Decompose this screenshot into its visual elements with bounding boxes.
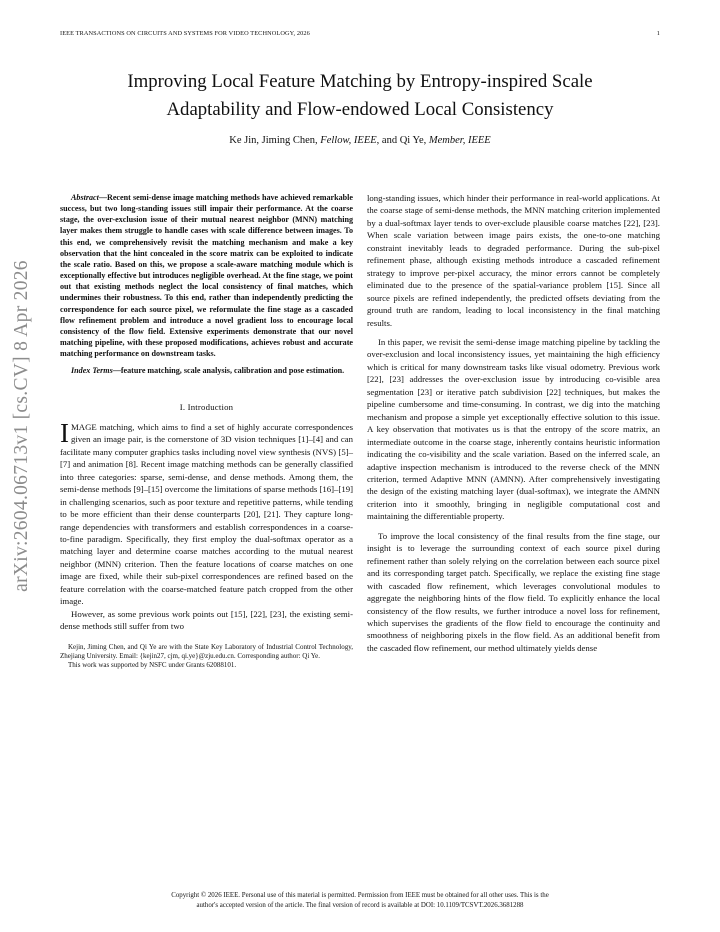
- index-terms-text: —feature matching, scale analysis, calibration and pose estimation.: [112, 366, 345, 376]
- right-paragraph-3: To improve the local consistency of the final results from the fine stage, our insight is to leverage the surrounding context of each source pixel during refinement rather than solely relying on the correlation between each source pixel and its corresponding target patch. Specifically, we replace the existing fine stage with cascaded flow refinement, which leverages convolutional modules to aggregate the neighboring hints of the flow field. To explicitly enhance the local consistency of the flow results, we further introduce a novel loss for refinement, which supervises the gradients of the flow field to encourage the continuity and smoothness of neighboring pixels in the flow field. As an additional benefit from the cascaded flow refinement, our method ultimately yields dense: [367, 530, 660, 653]
- index-terms-label: Index Terms: [71, 366, 113, 376]
- intro-paragraph-2: However, as some previous work points out [15], [22], [23], the existing semi-dense methods still suffer from two: [60, 608, 353, 632]
- copyright-notice: [70, 891, 650, 911]
- footnote-funding: This work was supported by NSFC under Grants 62088101.: [68, 661, 237, 670]
- footnote-affiliation: Kejin, Jiming Chen, and Qi Ye are with the State Key Laboratory of Industrial Control Technology, Zhejiang University. Email: {kejin27, cjm, qi.ye}@zju.edu.cn. Corresponding author: Qi Ye.: [60, 642, 353, 660]
- drop-cap: I: [60, 417, 69, 448]
- copyright-line-1: Copyright © 2026 IEEE. Personal use of this material is permitted. Permission from IEEE must be obtained for all other uses. This is the: [171, 892, 549, 899]
- intro-paragraph-1: [60, 417, 353, 608]
- author-affil-member: Member, IEEE: [428, 135, 491, 146]
- running-header: [60, 30, 660, 37]
- abstract-text: —Recent semi-dense image matching methods have achieved remarkable success, but two long-standing issues still impair their performance. At the coarse stage, the over-exclusion issue of their mutual nearest neighbor (MNN) matching layer makes them struggle to handle cases with scale difference between images. To this end, we comprehensively revisit the matching mechanism and make a key observation that the hint concealed in the score matrix can be exploited to indicate the scale ratio. Based on this, we propose a scale-aware matching module which is exceptionally effective but introduces negligible overhead. At the fine stage, we point out that existing methods neglect the local consistency of final matches, which undermines their robustness. To this end, rather than independently predicting the correspondence for each source pixel, we reformulate the fine stage as a cascaded flow refinement problem and introduce a novel gradient loss to encourage local consistency of the flow field. Extensive experiments demonstrate that our novel matching pipeline, with these proposed modifications, achieves robust and accurate matching performance on downstream tasks.: [60, 193, 353, 359]
- section-heading-introduction: I. Introduction: [179, 401, 234, 412]
- abstract-label: Abstract: [71, 193, 99, 202]
- abstract: [60, 192, 353, 359]
- copyright-line-2: author's accepted version of the article. The final version of record is available at DOI: 10.1109/TCSVT.2026.3681288: [196, 901, 524, 909]
- page-number: 1: [656, 30, 660, 37]
- arxiv-identifier: arXiv:2604.06713v1 [cs.CV] 8 Apr 2026: [11, 260, 32, 592]
- author-names-2: , and Qi Ye,: [376, 135, 429, 146]
- journal-name: IEEE TRANSACTIONS ON CIRCUITS AND SYSTEMS FOR VIDEO TECHNOLOGY, 2026: [60, 30, 310, 37]
- intro-paragraph-1-text: MAGE matching, which aims to find a set of highly accurate correspondences given an image pair, is the cornerstone of 3D vision techniques [1]–[4] and can facilitate many computer graphics tasks including novel view synthesis (NVS) [5]–[7] and animation [8]. Recent image matching methods can be generally classified into three categories: sparse, semi-dense, and dense methods. Among them, the semi-dense methods [9]–[15] overcome the limitations of sparse methods [16]–[19] in challenging scenarios, such as poor texture and repetitive patterns, while tending to be more efficient than their dense counterparts [20], [21]. They capture long-range dependencies with transformers and establish correspondences in a coarse-to-fine paradigm. Specifically, they first employ the dual-softmax operator as a matching layer and determine coarse matches according to the mutual nearest neighbor (MNN) criterion. Then the feature locations of coarse matches on one image are fixed, while their sub-pixel correspondences are refined based on the feature correlation with the coarse-matched feature patch cropped from the other image.: [60, 421, 353, 607]
- author-affil-fellow: Fellow, IEEE: [320, 135, 377, 146]
- right-column: [367, 192, 660, 654]
- author-list: [60, 135, 660, 146]
- title-line-1: Improving Local Feature Matching by Entropy-inspired Scale: [127, 71, 593, 92]
- title-line-2: Adaptability and Flow-endowed Local Consistency: [166, 99, 554, 120]
- right-paragraph-1: long-standing issues, which hinder their performance in real-world applications. At the coarse stage of semi-dense methods, the MNN matching criterion implemented by a dual-softmax layer tends to over-exclude plausible coarse matches [22], [23]. When scale variation between image pairs exists, the one-to-one matching constraint inevitably leads to degraded performance. During the sub-pixel refinement phase, although existing methods introduce a cascaded refinement strategy to improve per-pixel accuracy, the minor errors cannot be completely eliminated due to the presence of the spatial-variance problem [15]. Since all source pixels are refined independently, the predicted offsets deviating from the ground truth are random, leading to local inconsistency in the final matching results.: [367, 193, 660, 328]
- paper-title: [60, 68, 660, 124]
- index-terms: [60, 365, 353, 376]
- left-column: [60, 192, 353, 670]
- right-paragraph-2: In this paper, we revisit the semi-dense image matching pipeline by tackling the over-exclusion and local inconsistency issues, yet maintaining the high efficiency which is critical for many downstream tasks like visual odometry. Previous work [22], [23] addresses the over-exclusion issue by introducing co-visible area segmentation [23] or iterative patch subdivision [22] techniques, but makes the pipeline cumbersome and time-consuming. In contrast, we dig into the matching mechanism and propose a simple yet exceptionally effective solution to this issue. A key observation that motivates us is that the entropy of the score matrix, an intermediate outcome in the coarse stage, inherently contains heuristic information indicating the co-visibility and the scale variation. Based on the inferred scale, an adaptive inspection mechanism is introduced to the reverse check of the MNN criterion, termed Adaptive MNN (AMNN). After comprehensively investigating the design of the existing matching layer (dual-softmax), we integrate the AMNN criterion into it smoothly, bringing in negligible computational cost and maintaining the differentiable property.: [367, 336, 660, 522]
- author-footnote: [60, 643, 353, 671]
- arxiv-sidebar: [4, 176, 40, 676]
- author-names-1: Ke Jin, Jiming Chen,: [229, 135, 321, 146]
